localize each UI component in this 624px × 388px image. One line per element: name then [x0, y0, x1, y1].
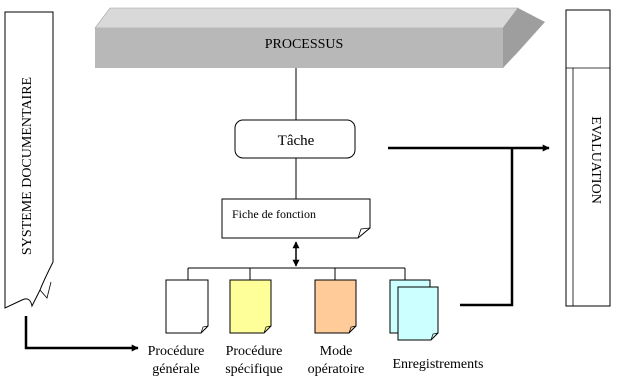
document-system-panel	[5, 12, 53, 308]
job-sheet-label: Fiche de fonction	[232, 207, 316, 221]
document-system-label: SYSTEME DOCUMENTAIRE	[20, 76, 35, 256]
doc-specific-procedure-line1: Procédure	[225, 344, 283, 359]
task-node	[235, 120, 355, 158]
doc-operating-mode-page	[315, 280, 356, 333]
process-arrow-top	[95, 8, 518, 28]
doc-specific-procedure-line2: spécifique	[225, 362, 283, 377]
doc-records-page-front	[398, 287, 438, 340]
doc-operating-mode-line1: Mode	[319, 344, 353, 359]
doc-operating-mode-line2: opératoire	[307, 362, 365, 377]
doc-operating-mode	[308, 280, 365, 377]
evaluation-label: EVALUATION	[588, 116, 603, 204]
doc-general-procedure-line2: générale	[152, 362, 200, 377]
doc-general-procedure	[148, 280, 208, 377]
doc-records	[390, 280, 483, 372]
process-label: PROCESSUS	[264, 37, 344, 52]
doc-specific-procedure-page	[230, 280, 271, 333]
document-system-to-procedures-arrow	[26, 316, 138, 348]
doc-records-line1: Enregistrements	[392, 357, 484, 372]
doc-general-procedure-page	[166, 280, 208, 333]
evaluation-panel	[566, 10, 610, 306]
job-sheet-node	[222, 199, 370, 238]
doc-general-procedure-line1: Procédure	[147, 344, 205, 359]
process-arrow	[95, 8, 545, 68]
task-label: Tâche	[277, 133, 315, 149]
doc-specific-procedure	[225, 280, 283, 377]
records-feedback-line	[460, 148, 512, 305]
